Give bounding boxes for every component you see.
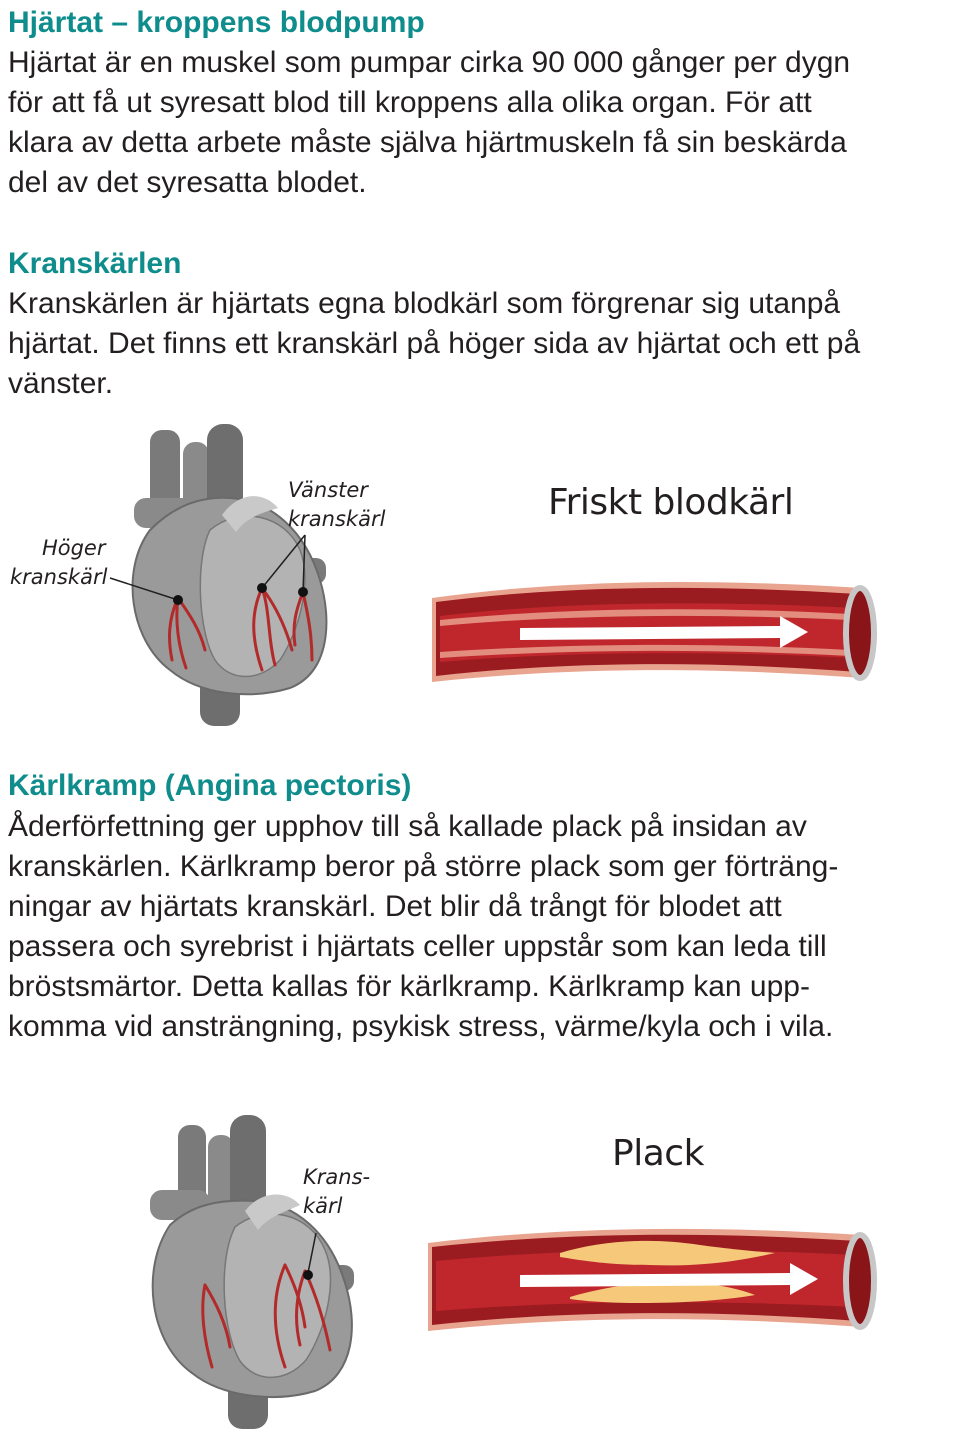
text-line: ningar av hjärtats kranskärl. Det blir då trångt för blodet att (8, 890, 782, 923)
section-heading-heart: Hjärtat – kroppens blodpump (8, 6, 425, 39)
healthy-vessel-icon (432, 582, 874, 682)
text-line: kranskärlen. Kärlkramp beror på större plack som ger förträng- (8, 850, 839, 883)
label-line: kärl (303, 1194, 343, 1218)
heart-illustration (0, 420, 960, 740)
text-line: del av det syresatta blodet. (8, 166, 367, 199)
label-line: Vänster (288, 478, 368, 502)
heart-icon (110, 424, 326, 726)
text-line: klara av detta arbete måste själva hjärtmuskeln få sin beskärda (8, 126, 847, 159)
paragraph-angina (8, 807, 958, 1047)
label-line: Höger (41, 536, 106, 560)
label-line: kranskärl (10, 565, 108, 589)
text-line: Åderförfettning ger upphov till så kallade plack på insidan av (8, 810, 807, 843)
label-right-coronary (10, 534, 107, 592)
figure-plaque-vessel (0, 1105, 960, 1435)
text-line: för att få ut syresatt blod till kroppens alla olika organ. För att (8, 86, 812, 119)
plaque-vessel-icon (428, 1229, 874, 1331)
label-left-coronary (288, 476, 385, 534)
text-line: hjärtat. Det finns ett kranskärl på höger sida av hjärtat och ett på (8, 327, 861, 360)
text-line: vänster. (8, 367, 114, 400)
heart-illustration (0, 1105, 960, 1435)
section-heading-angina: Kärlkramp (Angina pectoris) (8, 769, 412, 802)
paragraph-coronary (8, 284, 958, 404)
section-heading-coronary: Kranskärlen (8, 247, 182, 280)
vessel-title-healthy: Friskt blodkärl (548, 482, 794, 523)
paragraph-heart (8, 43, 958, 203)
text-line: komma vid ansträngning, psykisk stress, värme/kyla och i vila. (8, 1010, 834, 1043)
figure-healthy-vessel (0, 420, 960, 740)
text-line: bröstsmärtor. Detta kallas för kärlkramp. Kärlkramp kan upp- (8, 970, 810, 1003)
text-line: Kranskärlen är hjärtats egna blodkärl som förgrenar sig utanpå (8, 287, 841, 320)
label-line: Krans- (303, 1165, 371, 1189)
text-line: Hjärtat är en muskel som pumpar cirka 90 000 gånger per dygn (8, 46, 851, 79)
text-line: passera och syrebrist i hjärtats celler uppstår som kan leda till (8, 930, 827, 963)
label-coronary (303, 1163, 370, 1221)
label-line: kranskärl (288, 507, 386, 531)
vessel-title-plaque: Plack (612, 1133, 704, 1174)
